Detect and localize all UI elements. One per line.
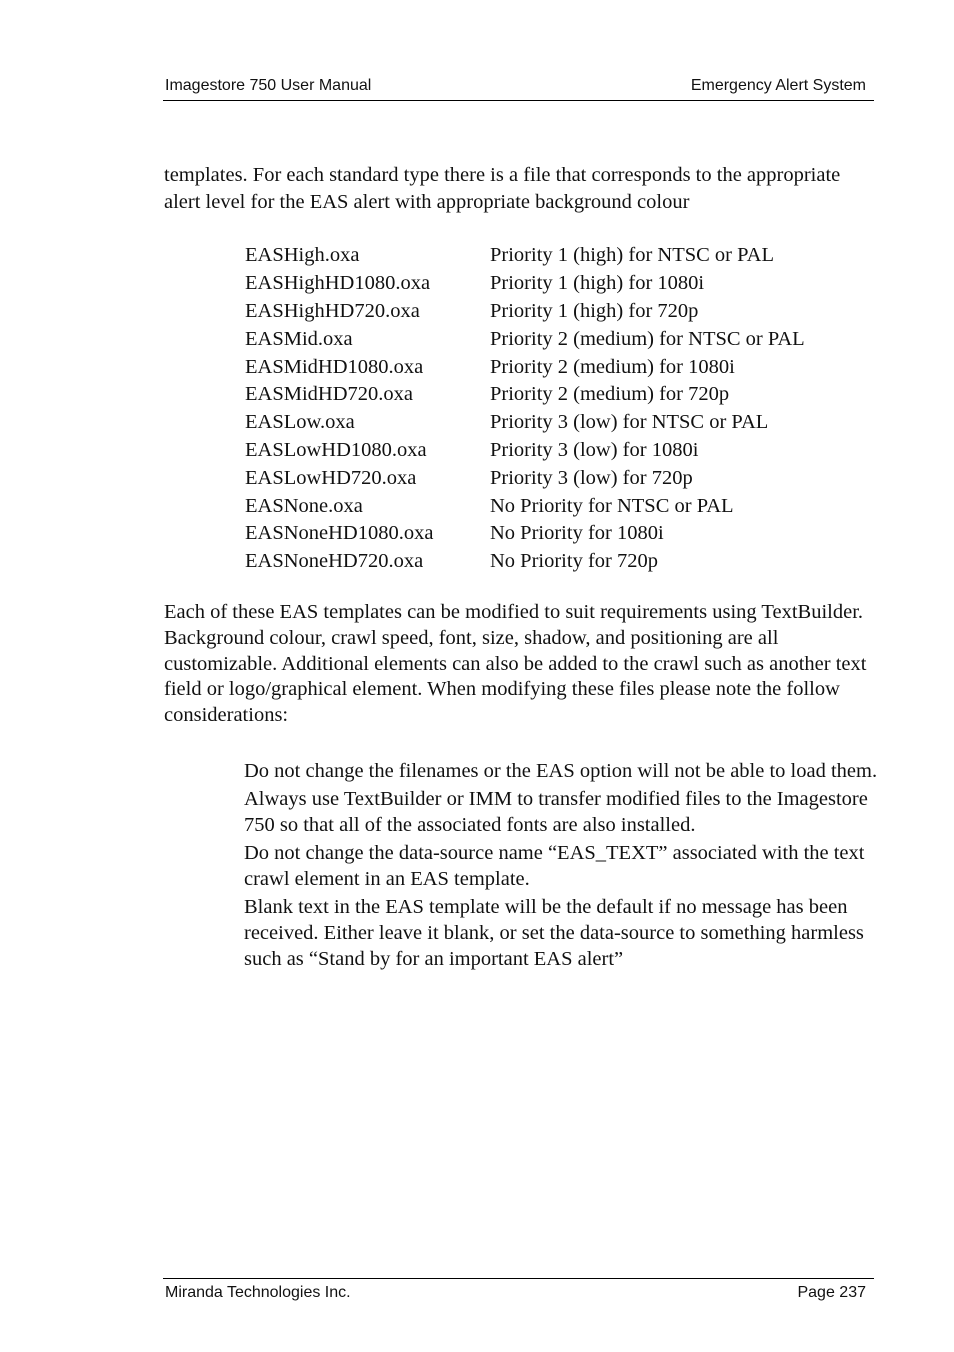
intro-paragraph: templates. For each standard type there is a file that corresponds to the appropriate alert level for the EAS alert with appropriate background colour: [164, 164, 841, 213]
page-header: [163, 76, 874, 101]
header-manual-title: Imagestore 750 User Manual: [165, 77, 372, 94]
file-description: Priority 1 (high) for NTSC or PAL: [490, 244, 774, 267]
table-row: [245, 492, 805, 520]
file-description: Priority 1 (high) for 1080i: [490, 272, 705, 295]
table-row: [245, 381, 805, 409]
file-name: EASNoneHD1080.oxa: [245, 522, 434, 545]
list-item: Do not change the filenames or the EAS option will not be able to load them.: [244, 760, 878, 782]
file-description: Priority 2 (medium) for NTSC or PAL: [490, 327, 805, 350]
file-description: No Priority for NTSC or PAL: [490, 494, 734, 517]
file-name: EASLowHD1080.oxa: [245, 438, 427, 461]
file-name: EASHighHD1080.oxa: [245, 272, 431, 295]
page-number: Page 237: [797, 1284, 866, 1301]
table-row: [245, 520, 805, 548]
file-name: EASLowHD720.oxa: [245, 466, 417, 489]
file-name: EASHigh.oxa: [245, 244, 360, 267]
file-description: Priority 3 (low) for NTSC or PAL: [490, 411, 769, 434]
footer-company: Miranda Technologies Inc.: [165, 1284, 351, 1301]
template-file-table: [245, 242, 805, 576]
file-description: No Priority for 720p: [490, 550, 658, 573]
table-row: [245, 437, 805, 465]
customization-paragraph: Each of these EAS templates can be modified to suit requirements using TextBuilder. Background colour, crawl speed, font, size, shadow, and positioning are all customizable. Additional elements can also be added to the crawl such as another text field or logo/graphical element. When modifying these files please note the follow considerations:: [164, 601, 867, 727]
file-name: EASHighHD720.oxa: [245, 299, 420, 322]
file-name: EASMidHD720.oxa: [245, 383, 413, 406]
file-description: Priority 2 (medium) for 720p: [490, 383, 730, 406]
file-name: EASLow.oxa: [245, 411, 355, 434]
header-section-title: Emergency Alert System: [690, 77, 866, 94]
table-row: [245, 548, 805, 576]
file-name: EASMidHD1080.oxa: [245, 355, 424, 378]
considerations-list: [244, 758, 879, 974]
file-description: Priority 2 (medium) for 1080i: [490, 355, 735, 378]
table-row: [245, 409, 805, 437]
file-name: EASNone.oxa: [245, 494, 363, 517]
table-row: [245, 270, 805, 298]
list-item: Blank text in the EAS template will be the default if no message has been received. Either leave it blank, or set the data-source to something harmless such as “Stand by for an important EAS alert”: [244, 896, 864, 970]
file-description: Priority 3 (low) for 720p: [490, 466, 693, 489]
table-row: [245, 464, 805, 492]
list-item: Always use TextBuilder or IMM to transfer modified files to the Imagestore 750 so that all of the associated fonts are also installed.: [244, 788, 868, 836]
file-name: EASMid.oxa: [245, 327, 353, 350]
file-name: EASNoneHD720.oxa: [245, 550, 424, 573]
table-row: [245, 242, 805, 270]
table-row: [245, 298, 805, 326]
file-description: Priority 3 (low) for 1080i: [490, 438, 699, 461]
page-footer: [163, 1278, 874, 1305]
file-description: Priority 1 (high) for 720p: [490, 299, 699, 322]
table-row: [245, 325, 805, 353]
list-item: Do not change the data-source name “EAS_TEXT” associated with the text crawl element in an EAS template.: [244, 842, 865, 890]
table-row: [245, 353, 805, 381]
file-description: No Priority for 1080i: [490, 522, 664, 545]
